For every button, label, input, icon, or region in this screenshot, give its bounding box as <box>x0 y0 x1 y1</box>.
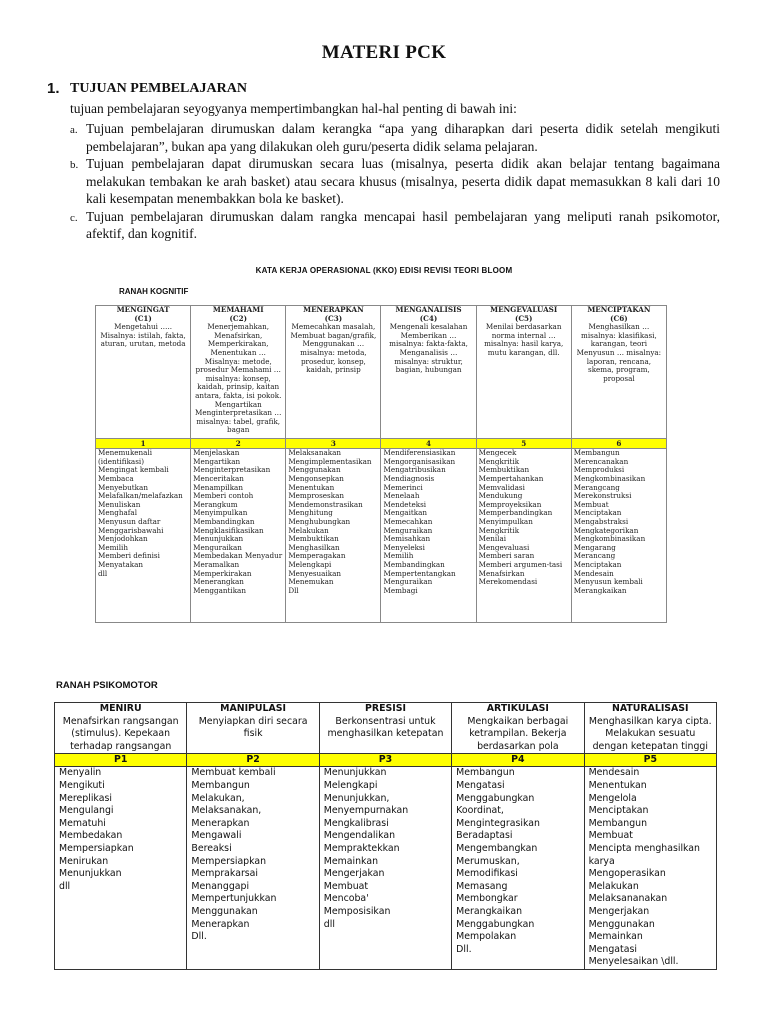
verb-item: Memberi definisi <box>98 551 160 561</box>
level-number: 6 <box>571 439 666 449</box>
level-name: MENIRU <box>99 703 142 714</box>
section-title: TUJUAN PEMBELAJARAN <box>70 81 247 96</box>
verb-item: Menciptakan <box>588 805 649 817</box>
verb-list <box>476 449 571 623</box>
verb-item: Memecahkan <box>383 517 433 526</box>
level-number: 5 <box>476 439 571 449</box>
verb-item: Melafalkan/melafazkan <box>98 491 183 501</box>
verb-item: Merencanakan <box>573 456 629 466</box>
verb-item: Merangkum <box>193 499 238 509</box>
verb-item: Mencipta menghasilkan karya <box>588 842 700 867</box>
verb-item: Menjelaskan <box>193 448 240 458</box>
level-name: ARTIKULASI <box>486 703 549 714</box>
verb-item: Menelaah <box>383 491 420 501</box>
header-cell <box>96 306 191 439</box>
verb-item: Menyelesaikan \dll. <box>588 956 679 968</box>
verb-item: Membaca <box>98 474 134 484</box>
level-name: NATURALISASI <box>611 703 689 714</box>
verb-item: Membangun <box>191 779 250 791</box>
verb-item: Membuktikan <box>478 465 530 475</box>
verb-item: Menyatakan <box>98 559 144 569</box>
verb-item: Meramalkan <box>193 559 240 569</box>
verb-item: Mengendalikan <box>323 830 396 842</box>
verb-item: Menghitung <box>288 508 333 518</box>
verb-item: Merangkaikan <box>456 905 523 917</box>
verb-item: Menentukan <box>588 779 647 791</box>
verb-item: Merangkaikan <box>573 585 627 595</box>
verb-item: Membuat <box>323 880 369 892</box>
verb-item: Menerangkan <box>193 577 244 587</box>
verb-item: Mengabstraksi <box>573 517 629 526</box>
level-desc: Menerjemahkan, Menafsirkan, Memperkirakan, Menentukan … Misalnya: metode, prosedur Memahami … misalnya: konsep, kaidah, prinsip, kaitan antara, fakta, isi pokok. Mengartikan Menginterpretasikan … misalnya: tabel, grafik, bagan <box>194 322 282 435</box>
level-desc: Menyiapkan diri secara fisik <box>198 715 308 740</box>
psikomotor-table <box>54 702 717 970</box>
verb-item: Menghubungkan <box>288 517 351 526</box>
verb-item: Membandingkan <box>193 517 255 526</box>
verb-item: Menyusun daftar <box>98 517 161 526</box>
verb-item: Mengorganisasikan <box>383 456 456 466</box>
list-item-text: Tujuan pembelajaran dapat dirumuskan secara luas (misalnya, peserta didik akan belajar tentang bagaimana melakukan tembakan ke arah basket) atau secara khusus (misalnya, peserta didik dapat memasukkan 8 kali dari 10 kali kesempatan menembakkan bola ke basket). <box>86 156 720 206</box>
verb-item: Menunjukkan <box>323 767 387 779</box>
verb-item: Menentukan <box>288 482 335 492</box>
verb-item: Menampilkan <box>193 482 243 492</box>
level-number: P3 <box>319 754 451 767</box>
level-number: 1 <box>96 439 191 449</box>
level-name: MENGEVALUASI <box>490 305 558 314</box>
page-title: MATERI PCK <box>321 42 447 63</box>
verb-item: Mengerjakan <box>588 905 650 917</box>
level-desc: Menghasilkan karya cipta. Melakukan sesuatu dengan ketepatan tinggi <box>588 715 712 752</box>
objectives-list <box>70 120 720 243</box>
verb-item: Melengkapi <box>323 779 378 791</box>
verb-item: Mematuhi <box>59 817 106 829</box>
level-desc: Berkonsentrasi untuk menghasilkan ketepatan <box>327 715 444 740</box>
level-desc: Memecahkan masalah, Membuat bagan/grafik, Menggunakan … misalnya: metoda, prosedur, konsep, kaidah, prinsip <box>290 322 377 375</box>
level-number: P4 <box>452 754 584 767</box>
verb-item: Menerapkan <box>191 817 250 829</box>
verb-item: Menggunakan <box>191 905 258 917</box>
verb-item: Menggabungkan <box>456 918 535 930</box>
verb-item: Memainkan <box>588 931 643 943</box>
level-number: P2 <box>187 754 319 767</box>
verb-item: Membagi <box>383 585 418 595</box>
header-cell <box>187 703 319 754</box>
header-cell <box>584 703 716 754</box>
table-header-row <box>55 703 717 754</box>
verb-item: Menanggapi <box>191 880 250 892</box>
verb-item: Mengkombinasikan <box>573 534 646 544</box>
verb-item: Menyimpulkan <box>478 517 533 526</box>
verb-list <box>286 449 381 623</box>
verb-item: Melakukan <box>288 525 329 535</box>
verb-item: Mendeteksi <box>383 499 427 509</box>
verb-item: Mempersiapkan <box>59 842 134 854</box>
list-marker: a. <box>70 124 78 136</box>
header-cell <box>571 306 666 439</box>
level-number: 2 <box>191 439 286 449</box>
verb-item: Mengatasi <box>588 943 637 955</box>
verb-item: Menciptakan <box>573 508 622 518</box>
verb-item: Menginterpretasikan <box>193 465 271 475</box>
verb-item: Menghasilkan <box>288 542 340 552</box>
verb-item: Mempertahankan <box>478 474 544 484</box>
verb-item: Mengimplementasikan <box>288 456 372 466</box>
intro-text: tujuan pembelajaran seyogyanya mempertimbangkan hal-hal penting di bawah ini: <box>70 101 517 116</box>
verb-item: Mempertunjukkan <box>191 893 277 905</box>
verb-item: dll <box>98 568 108 578</box>
verb-list <box>571 449 666 623</box>
verb-item: Mendiagnosis <box>383 474 435 484</box>
verb-item: Memisahkan <box>383 534 431 544</box>
verb-item: Menguraikan <box>383 525 433 535</box>
verb-item: Menuliskan <box>98 499 141 509</box>
level-number: P1 <box>55 754 187 767</box>
verb-item: Menunjukkan <box>193 534 244 544</box>
list-item <box>70 208 720 243</box>
verb-item: Mengelola <box>588 792 637 804</box>
list-item-text: Tujuan pembelajaran dirumuskan dalam kerangka “apa yang diharapkan dari peserta didik setelah mengikuti pembelajaran”, bukan apa yang dilakukan oleh guru/peserta didik selama pelajaran. <box>86 121 720 154</box>
verb-list <box>381 449 476 623</box>
psikomotor-subtitle: RANAH PSIKOMOTOR <box>56 680 158 691</box>
table-header-row <box>96 306 667 439</box>
verb-item: Mendiferensiasikan <box>383 448 456 458</box>
header-cell <box>452 703 584 754</box>
header-cell <box>55 703 187 754</box>
verb-item: Mengulangi <box>59 805 114 817</box>
verb-item: Merumuskan, <box>456 855 520 867</box>
verb-item: Memperkirakan <box>193 568 252 578</box>
verb-item: dll <box>323 918 335 930</box>
verbs-row <box>55 767 717 970</box>
level-desc: Mengetahui ….. Misalnya: istilah, fakta, aturan, urutan, metoda <box>100 322 186 349</box>
list-marker: c. <box>70 211 78 224</box>
verb-item: Mengonsepkan <box>288 474 344 484</box>
verb-list <box>55 767 187 970</box>
verb-item: dll <box>59 880 71 892</box>
verb-item: Mengingat kembali <box>98 465 169 475</box>
verb-item: Membuat <box>588 830 633 842</box>
level-name: PRESISI <box>364 703 406 714</box>
verb-item: Membangun <box>456 767 515 779</box>
verb-item: Menafsirkan <box>478 568 525 578</box>
list-marker: b. <box>70 159 79 171</box>
verb-item: Menunjukkan, <box>323 792 390 804</box>
list-item-text: Tujuan pembelajaran dirumuskan dalam rangka mencapai hasil pembelajaran yang meliputi ranah psikomotor, afektif, dan kognitif. <box>86 208 720 241</box>
level-code: (C2) <box>229 313 247 323</box>
verb-list <box>584 767 716 970</box>
verb-item: Mengkritik <box>478 456 520 466</box>
verb-item: Beradaptasi <box>456 830 513 842</box>
verb-item: Memprakarsai <box>191 868 259 880</box>
verb-item: Membedakan <box>59 830 123 842</box>
verb-list <box>96 449 191 623</box>
verb-item: Menyimpulkan <box>193 508 248 518</box>
verb-item: Mereplikasi <box>59 792 112 804</box>
verb-list <box>452 767 584 970</box>
verb-item: Mengatasi <box>456 779 505 791</box>
verb-item: Menyesuaikan <box>288 568 342 578</box>
verb-item: Mengecek <box>478 448 517 458</box>
verb-item: Memproseskan <box>288 491 345 501</box>
verb-item: Merekonstruksi <box>573 491 632 501</box>
verb-item: Mencoba' <box>323 893 369 905</box>
verb-item: Membuat <box>573 499 609 509</box>
verb-item: Memproduksi <box>573 465 625 475</box>
list-item <box>70 155 720 208</box>
level-name: MENCIPTAKAN <box>587 305 651 314</box>
level-number-row <box>55 754 717 767</box>
verb-item: Mengawali <box>191 830 242 842</box>
verb-item: Menghafal <box>98 508 138 518</box>
verb-item: Memilih <box>98 542 128 552</box>
verb-item: Mengkombinasikan <box>573 474 646 484</box>
level-desc: Menilai berdasarkan norma internal … misalnya: hasil karya, mutu karangan, dll. <box>484 322 564 357</box>
verb-item: Membangun <box>573 448 620 458</box>
verb-item: Melakukan <box>588 880 639 892</box>
verb-item: Menciptakan <box>573 559 622 569</box>
verb-item: Dll <box>288 585 299 595</box>
level-desc: Menafsirkan rangsangan (stimulus). Kepekaan terhadap rangsangan <box>62 715 179 752</box>
section-number: 1. <box>47 80 60 97</box>
verb-item: Memperagakan <box>288 551 346 561</box>
verb-item: Mempertentangkan <box>383 568 456 578</box>
verb-item: Menggunakan <box>288 465 341 475</box>
header-cell <box>319 703 451 754</box>
verb-item: Bereaksi <box>191 842 232 854</box>
verbs-row <box>96 449 667 623</box>
verb-item: Menemukan <box>288 577 334 587</box>
verb-item: Koordinat, <box>456 805 504 817</box>
verb-item: Membedakan Menyadur <box>193 551 283 561</box>
verb-item: Membandingkan <box>383 559 445 569</box>
verb-item: Menyebutkan <box>98 482 148 492</box>
verb-item: Melaksanakan <box>288 448 342 458</box>
verb-item: Melaksananakan <box>588 893 668 905</box>
verb-item: Merancang <box>573 551 616 561</box>
verb-item: Mengartikan <box>193 456 241 466</box>
verb-item: Memerinci <box>383 482 423 492</box>
verb-item: Mengaitkan <box>383 508 428 518</box>
verb-item: Memainkan <box>323 855 379 867</box>
kko-table-title: KATA KERJA OPERASIONAL (KKO) EDISI REVISI TEORI BLOOM <box>255 266 513 275</box>
verb-item: Mendukung <box>478 491 523 501</box>
level-number: P5 <box>584 754 716 767</box>
verb-item: Melaksanakan, <box>191 805 262 817</box>
verb-item: Menyusun kembali <box>573 577 643 587</box>
level-code: (C6) <box>610 313 628 323</box>
kognitif-subtitle: RANAH KOGNITIF <box>119 287 189 296</box>
verb-item: Mengatribusikan <box>383 465 446 475</box>
verb-item: Mendesain <box>588 767 640 779</box>
verb-item: Menunjukkan <box>59 868 122 880</box>
header-cell <box>476 306 571 439</box>
verb-item: Menyalin <box>59 767 102 779</box>
level-desc: Menghasilkan … misalnya: klasifikasi, karangan, teori Menyusun … misalnya: laporan, rencana, skema, program, proposal <box>576 322 662 383</box>
level-name: MEMAHAMI <box>212 305 264 314</box>
verb-item: Melengkapi <box>288 559 332 569</box>
verb-item: Memasang <box>456 880 508 892</box>
level-number-row <box>96 439 667 449</box>
verb-item: Memposisikan <box>323 905 391 917</box>
level-desc: Mengenali kesalahan Memberikan … misalnya: fakta-fakta, Menganalisis … misalnya: struktur, bagian, hubungan <box>389 322 468 375</box>
verb-item: Menggunakan <box>588 918 655 930</box>
verb-item: Membuktikan <box>288 534 339 544</box>
kognitif-table <box>95 305 667 623</box>
verb-item: Mengkritik <box>478 525 520 535</box>
header-cell <box>191 306 286 439</box>
list-item <box>70 120 720 155</box>
verb-item: Menyempurnakan <box>323 805 409 817</box>
verb-list <box>187 767 319 970</box>
verb-item: Dll. <box>456 943 472 955</box>
verb-item: Memberi saran <box>478 551 535 561</box>
verb-item: Merangcang <box>573 482 620 492</box>
verb-item: Menggantikan <box>193 585 246 595</box>
verb-item: Dll. <box>191 931 207 943</box>
verb-item: Mempersiapkan <box>191 855 267 867</box>
verb-item: Mendesain <box>573 568 614 578</box>
verb-item: Memilih <box>383 551 414 561</box>
verb-item: Membongkar <box>456 893 518 905</box>
level-name: MANIPULASI <box>220 703 287 714</box>
verb-item: Menerapkan <box>191 918 250 930</box>
verb-item: Menjodohkan <box>98 534 148 544</box>
verb-item: Menemukenali (identifikasi) <box>98 448 153 466</box>
verb-item: Mengembangkan <box>456 842 538 854</box>
verb-item: Menggabungkan <box>456 792 535 804</box>
level-desc: Mengkaikan berbagai ketrampilan. Bekerja berdasarkan pola <box>467 715 569 752</box>
verb-item: Memproyeksikan <box>478 499 542 509</box>
verb-item: Membangun <box>588 817 648 829</box>
verb-item: Mengoperasikan <box>588 868 666 880</box>
level-code: (C5) <box>514 313 533 323</box>
verb-item: Mendemonstrasikan <box>288 499 363 509</box>
verb-item: Memberi argumen-tasi <box>478 559 563 569</box>
verb-list <box>191 449 286 623</box>
level-code: (C4) <box>419 313 438 323</box>
verb-item: Menggarisbawahi <box>98 525 164 535</box>
verb-item: Mengkategorikan <box>573 525 639 535</box>
verb-item: Mengintegrasikan <box>456 817 540 829</box>
level-name: MENGINGAT <box>116 305 170 314</box>
verb-item: Memberi contoh <box>193 491 254 501</box>
verb-item: Membuat kembali <box>191 767 276 779</box>
verb-item: Mengkalibrasi <box>323 817 389 829</box>
verb-item: Mengikuti <box>59 779 105 791</box>
verb-item: Menguraikan <box>193 542 242 552</box>
verb-item: Memvalidasi <box>478 482 525 492</box>
verb-item: Memodifikasi <box>456 868 518 880</box>
level-number: 4 <box>381 439 476 449</box>
verb-item: Melakukan, <box>191 792 245 804</box>
verb-item: Menceritakan <box>193 474 244 484</box>
verb-list <box>319 767 451 970</box>
verb-item: Mempraktekkan <box>323 842 400 854</box>
header-cell <box>286 306 381 439</box>
verb-item: Mengklasifikasikan <box>193 525 264 535</box>
level-code: (C3) <box>324 313 343 323</box>
verb-item: Mengerjakan <box>323 868 385 880</box>
verb-item: Menilai <box>478 534 507 544</box>
verb-item: Mempolakan <box>456 931 517 943</box>
verb-item: Menyeleksi <box>383 542 425 552</box>
verb-item: Menirukan <box>59 855 109 867</box>
verb-item: Memperbandingkan <box>478 508 553 518</box>
verb-item: Mengarang <box>573 542 616 552</box>
level-name: MENGANALISIS <box>395 305 462 314</box>
verb-item: Merekomendasi <box>478 577 538 587</box>
verb-item: Menguraikan <box>383 577 433 587</box>
level-name: MENERAPKAN <box>303 305 364 314</box>
verb-item: Mengevaluasi <box>478 542 530 552</box>
header-cell <box>381 306 476 439</box>
level-code: (C1) <box>134 313 152 323</box>
level-number: 3 <box>286 439 381 449</box>
